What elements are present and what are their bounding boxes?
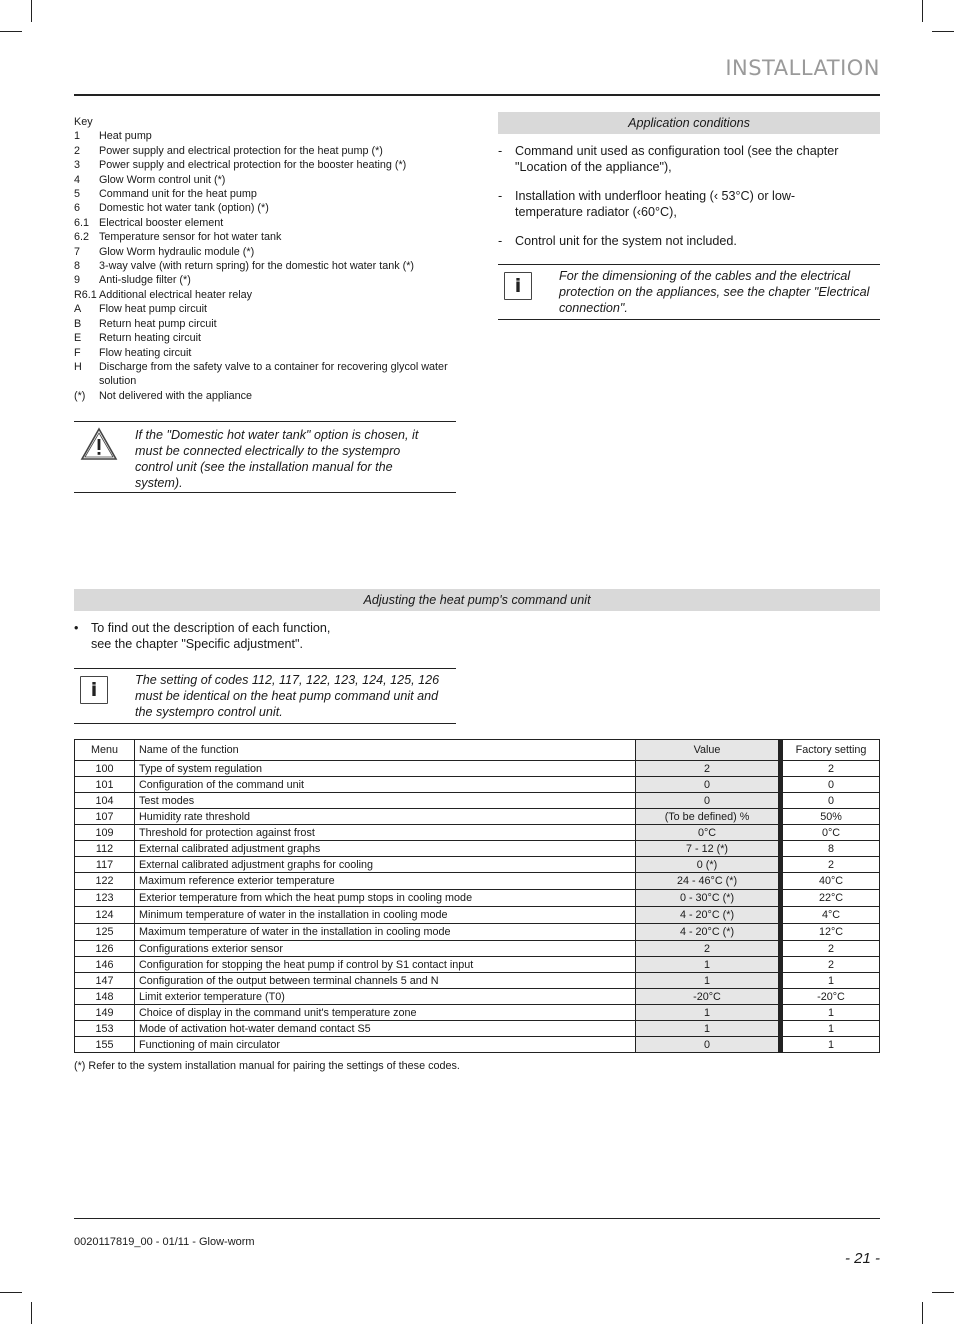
key-item xyxy=(74,288,464,302)
cell-value: 0 xyxy=(636,777,781,793)
cell-menu: 107 xyxy=(75,809,135,825)
cell-factory: 8 xyxy=(781,841,880,857)
column-header-value: Value xyxy=(636,740,781,761)
cell-menu: 155 xyxy=(75,1037,135,1053)
cell-function: Limit exterior temperature (T0) xyxy=(135,989,636,1005)
column-header-factory: Factory setting xyxy=(781,740,880,761)
cell-menu: 149 xyxy=(75,1005,135,1021)
cell-factory: 1 xyxy=(781,1021,880,1037)
key-item xyxy=(74,173,464,187)
page-number: - 21 - xyxy=(844,1250,880,1267)
cell-menu: 123 xyxy=(75,890,135,907)
cell-value: -20°C xyxy=(636,989,781,1005)
key-item xyxy=(74,245,464,259)
cell-value: 4 - 20°C (*) xyxy=(636,924,781,941)
key-item-text: Return heat pump circuit xyxy=(99,317,217,330)
table-row xyxy=(75,809,880,825)
cell-menu: 100 xyxy=(75,761,135,777)
table-row xyxy=(75,1005,880,1021)
table-row xyxy=(75,924,880,941)
warning-note xyxy=(74,421,456,493)
key-item xyxy=(74,346,464,360)
cell-factory: 4°C xyxy=(781,907,880,924)
cell-function: Humidity rate threshold xyxy=(135,809,636,825)
cell-factory: 12°C xyxy=(781,924,880,941)
key-item-text: Return heating circuit xyxy=(99,332,202,345)
key-item-number: 5 xyxy=(74,188,81,201)
key-item-text: Glow Worm hydraulic module (*) xyxy=(99,245,255,258)
table-row xyxy=(75,973,880,989)
cell-menu: 122 xyxy=(75,873,135,890)
adjusting-bullet: • To find out the description of each function, see the chapter "Specific adjustment". xyxy=(74,621,331,651)
info-note-codes xyxy=(74,668,456,724)
list-item: - Control unit for the system not included. xyxy=(498,234,737,248)
key-item-number: 9 xyxy=(74,274,81,287)
column-header-function: Name of the function xyxy=(135,740,636,761)
crop-mark xyxy=(31,0,32,22)
table-row xyxy=(75,841,880,857)
cell-function: Configuration for stopping the heat pump if control by S1 contact input xyxy=(135,957,636,973)
settings-table xyxy=(74,739,880,1053)
key-item xyxy=(74,317,464,331)
table-row xyxy=(75,857,880,873)
cell-function: Choice of display in the command unit's temperature zone xyxy=(135,1005,636,1021)
cell-menu: 126 xyxy=(75,941,135,957)
cell-value: 1 xyxy=(636,1005,781,1021)
cell-function: Type of system regulation xyxy=(135,761,636,777)
cell-value: 1 xyxy=(636,1021,781,1037)
cell-factory: 22°C xyxy=(781,890,880,907)
key-item-number: E xyxy=(74,332,82,345)
table-row xyxy=(75,825,880,841)
adjusting-section-title: Adjusting the heat pump's command unit xyxy=(74,589,880,611)
key-item-number: 7 xyxy=(74,245,81,258)
cell-factory: 2 xyxy=(781,941,880,957)
warning-icon xyxy=(80,427,110,457)
application-conditions-list xyxy=(498,143,868,262)
key-item-text: Glow Worm control unit (*) xyxy=(99,173,226,186)
cell-factory: 0 xyxy=(781,777,880,793)
key-item-number: F xyxy=(74,346,81,359)
cell-factory: 1 xyxy=(781,1005,880,1021)
key-item-text: Flow heating circuit xyxy=(99,346,192,359)
key-item-number: 1 xyxy=(74,130,81,143)
cell-value: 1 xyxy=(636,973,781,989)
application-conditions-title: Application conditions xyxy=(498,112,880,134)
cell-factory: 40°C xyxy=(781,873,880,890)
cell-menu: 117 xyxy=(75,857,135,873)
key-item-text: Heat pump xyxy=(99,130,152,143)
cell-factory: 2 xyxy=(781,857,880,873)
key-item-number: A xyxy=(74,303,82,316)
cell-menu: 147 xyxy=(75,973,135,989)
key-item xyxy=(74,331,464,345)
cell-value: (To be defined) % xyxy=(636,809,781,825)
crop-mark xyxy=(922,0,923,22)
cell-menu: 101 xyxy=(75,777,135,793)
cell-factory: 50% xyxy=(781,809,880,825)
cell-menu: 112 xyxy=(75,841,135,857)
crop-mark xyxy=(0,31,22,32)
key-item-text: Electrical booster element xyxy=(99,216,224,229)
cell-factory: 2 xyxy=(781,761,880,777)
cell-value: 2 xyxy=(636,941,781,957)
key-item-number: 6.1 xyxy=(74,216,90,229)
cell-value: 2 xyxy=(636,761,781,777)
key-item-number: (*) xyxy=(74,389,86,402)
table-row xyxy=(75,1037,880,1053)
cell-function: External calibrated adjustment graphs for cooling xyxy=(135,857,636,873)
table-row xyxy=(75,989,880,1005)
table-row xyxy=(75,793,880,809)
info-text: For the dimensioning of the cables and the electrical protection on the appliances, see the chapter "Electrical connection". xyxy=(559,269,870,315)
key-item-text: Anti-sludge filter (*) xyxy=(99,274,191,287)
cell-factory: 1 xyxy=(781,1037,880,1053)
cell-value: 0 xyxy=(636,1037,781,1053)
key-item-text: Temperature sensor for hot water tank xyxy=(99,231,282,244)
cell-function: Configurations exterior sensor xyxy=(135,941,636,957)
cell-menu: 148 xyxy=(75,989,135,1005)
key-item xyxy=(74,129,464,143)
info-text: The setting of codes 112, 117, 122, 123, 124, 125, 126 must be identical on the heat pump command unit and the systempro control unit. xyxy=(135,673,440,719)
cell-value: 0 xyxy=(636,793,781,809)
key-title: Key xyxy=(74,116,93,128)
key-item xyxy=(74,230,464,244)
table-row xyxy=(75,761,880,777)
list-item: - Command unit used as configuration tool (see the chapter "Location of the appliance"), xyxy=(498,144,839,174)
cell-function: Configuration of the command unit xyxy=(135,777,636,793)
table-row xyxy=(75,907,880,924)
footer-divider xyxy=(74,1218,880,1219)
table-row xyxy=(75,1021,880,1037)
key-items xyxy=(74,129,464,403)
key-item-text: Additional electrical heater relay xyxy=(99,288,253,301)
column-header-menu: Menu xyxy=(75,740,135,761)
key-item-number: 4 xyxy=(74,173,81,186)
cell-value: 0°C xyxy=(636,825,781,841)
table-row xyxy=(75,873,880,890)
key-item xyxy=(74,187,464,201)
header-divider xyxy=(74,94,880,96)
table-row xyxy=(75,777,880,793)
info-icon: i xyxy=(504,272,534,302)
crop-mark xyxy=(31,1302,32,1324)
cell-factory: -20°C xyxy=(781,989,880,1005)
table-row xyxy=(75,941,880,957)
key-item-text: Flow heat pump circuit xyxy=(99,303,208,316)
warning-text: If the "Domestic hot water tank" option is chosen, it must be connected electrically to the systempro control unit (see the installation manual for the system). xyxy=(135,428,419,490)
cell-factory: 1 xyxy=(781,973,880,989)
cell-function: Minimum temperature of water in the installation in cooling mode xyxy=(135,907,636,924)
cell-menu: 153 xyxy=(75,1021,135,1037)
cell-function: Configuration of the output between terminal channels 5 and N xyxy=(135,973,636,989)
table-row xyxy=(75,957,880,973)
key-list xyxy=(74,115,464,403)
cell-factory: 0°C xyxy=(781,825,880,841)
cell-factory: 0 xyxy=(781,793,880,809)
key-item xyxy=(74,144,464,158)
cell-menu: 146 xyxy=(75,957,135,973)
cell-function: Maximum reference exterior temperature xyxy=(135,873,636,890)
cell-function: Test modes xyxy=(135,793,636,809)
key-item-number: R6.1 xyxy=(74,288,97,301)
cell-menu: 109 xyxy=(75,825,135,841)
table-header-row xyxy=(75,740,880,761)
cell-menu: 125 xyxy=(75,924,135,941)
table-body xyxy=(75,761,880,1053)
table-row xyxy=(75,890,880,907)
page-section-title: INSTALLATION xyxy=(725,56,880,80)
cell-value: 7 - 12 (*) xyxy=(636,841,781,857)
key-item-text: Command unit for the heat pump xyxy=(99,188,257,201)
key-item-text: Power supply and electrical protection for the heat pump (*) xyxy=(99,144,383,157)
key-item-number: 6 xyxy=(74,202,81,215)
cell-function: External calibrated adjustment graphs xyxy=(135,841,636,857)
key-item-number: 6.2 xyxy=(74,231,90,244)
cell-function: Mode of activation hot-water demand contact S5 xyxy=(135,1021,636,1037)
info-icon: i xyxy=(80,676,110,706)
cell-factory: 2 xyxy=(781,957,880,973)
key-item xyxy=(74,389,464,403)
crop-mark xyxy=(922,1302,923,1324)
cell-function: Maximum temperature of water in the installation in cooling mode xyxy=(135,924,636,941)
key-item xyxy=(74,360,464,389)
crop-mark xyxy=(932,1292,954,1293)
key-item-number: B xyxy=(74,317,82,330)
key-item-text: Domestic hot water tank (option) (*) xyxy=(99,202,269,215)
cell-value: 4 - 20°C (*) xyxy=(636,907,781,924)
cell-function: Exterior temperature from which the heat pump stops in cooling mode xyxy=(135,890,636,907)
cell-function: Functioning of main circulator xyxy=(135,1037,636,1053)
document-reference: 0020117819_00 - 01/11 - Glow-worm xyxy=(74,1236,255,1248)
key-item xyxy=(74,201,464,215)
list-item: - Installation with underfloor heating (‹ 53°C) or low-temperature radiator (‹60°C), xyxy=(498,189,796,219)
cell-value: 1 xyxy=(636,957,781,973)
key-item-text: Not delivered with the appliance xyxy=(99,389,253,402)
crop-mark xyxy=(932,31,954,32)
key-item xyxy=(74,259,464,273)
key-item-number: 8 xyxy=(74,260,81,273)
key-item-text: Power supply and electrical protection for the booster heating (*) xyxy=(99,159,407,172)
key-item xyxy=(74,216,464,230)
key-item-number: 2 xyxy=(74,144,81,157)
table-footnote: (*) Refer to the system installation manual for pairing the settings of these codes. xyxy=(74,1060,460,1072)
cell-menu: 124 xyxy=(75,907,135,924)
cell-value: 0 - 30°C (*) xyxy=(636,890,781,907)
cell-value: 0 (*) xyxy=(636,857,781,873)
key-item xyxy=(74,158,464,172)
key-item xyxy=(74,273,464,287)
cell-value: 24 - 46°C (*) xyxy=(636,873,781,890)
key-item-number: H xyxy=(74,360,82,373)
info-note-cables xyxy=(498,264,880,320)
key-item-number: 3 xyxy=(74,159,81,172)
cell-menu: 104 xyxy=(75,793,135,809)
cell-function: Threshold for protection against frost xyxy=(135,825,636,841)
crop-mark xyxy=(0,1292,22,1293)
key-item-text: 3-way valve (with return spring) for the domestic hot water tank (*) xyxy=(99,260,415,273)
key-item-text: Discharge from the safety valve to a container for recovering glycol water solution xyxy=(99,360,448,388)
key-item xyxy=(74,302,464,316)
